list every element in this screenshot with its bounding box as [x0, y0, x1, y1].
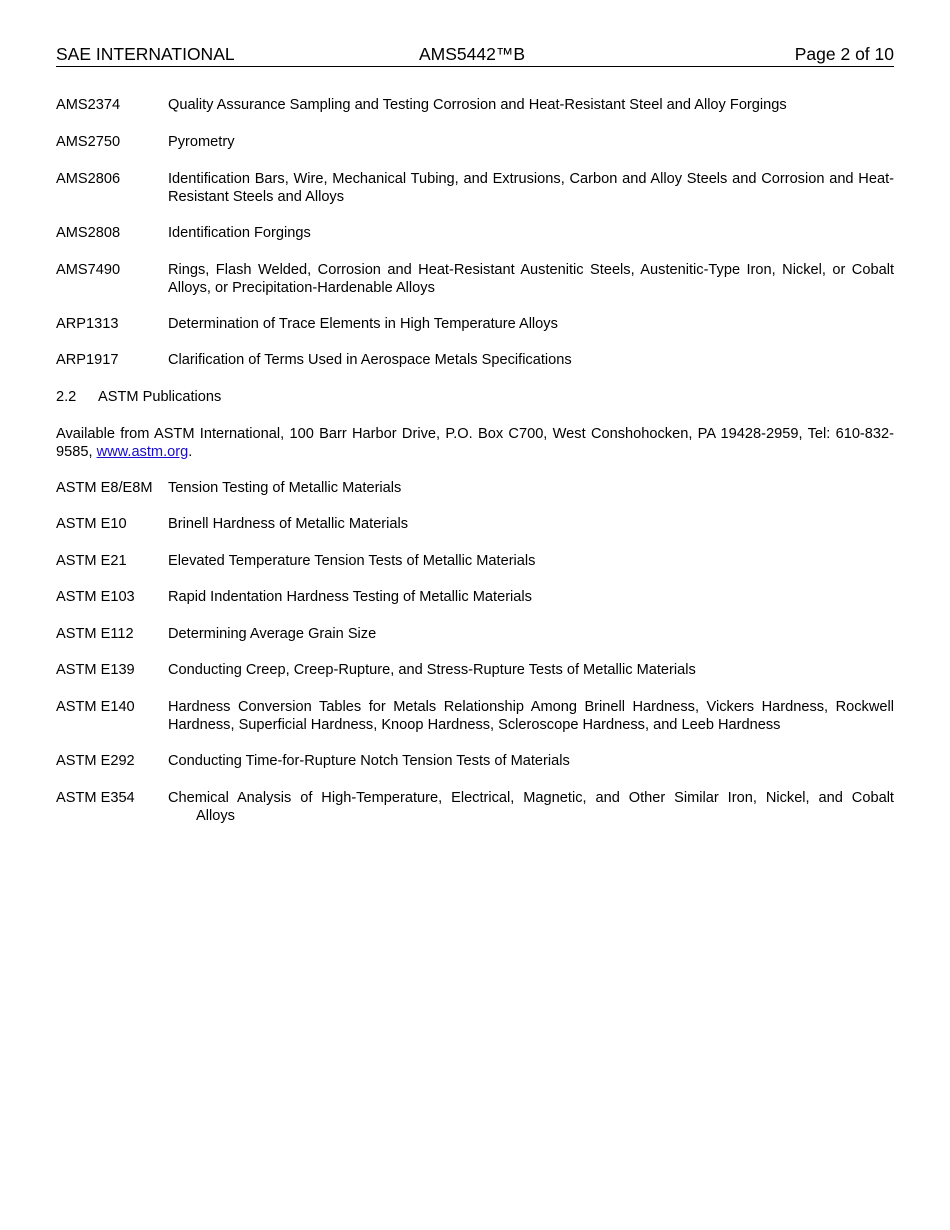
reference-code: ASTM E292 [56, 753, 135, 769]
reference-title: Hardness Conversion Tables for Metals Relationship Among Brinell Hardness, Vickers Hardness, Rockwell Hardness, Superficial Hardness, Knoop Hardness, Scleroscope Hardness, and Leeb Hardness [168, 699, 894, 733]
reference-title [168, 790, 894, 825]
reference-entry [56, 589, 894, 607]
reference-entry [56, 626, 894, 644]
reference-entry [56, 516, 894, 534]
reference-code: ASTM E140 [56, 699, 135, 715]
header-document-number: AMS5442™B [419, 44, 526, 64]
reference-entry [56, 97, 894, 115]
section-title: ASTM Publications [98, 389, 222, 405]
reference-title: Elevated Temperature Tension Tests of Metallic Materials [168, 553, 536, 569]
reference-code: ASTM E354 [56, 790, 135, 806]
reference-entry [56, 316, 894, 334]
reference-code: ASTM E8/E8M [56, 480, 153, 496]
reference-title: Conducting Creep, Creep-Rupture, and Stress-Rupture Tests of Metallic Materials [168, 662, 696, 678]
reference-entry [56, 480, 894, 498]
availability-period: . [188, 443, 193, 460]
availability-paragraph [56, 426, 894, 461]
reference-entry [56, 171, 894, 206]
reference-entry [56, 134, 894, 152]
reference-entry [56, 352, 894, 370]
reference-title: Identification Forgings [168, 225, 311, 241]
reference-code: AMS2806 [56, 171, 121, 187]
section-heading [56, 389, 221, 407]
reference-title: Quality Assurance Sampling and Testing Corrosion and Heat-Resistant Steel and Alloy Forgings [168, 97, 787, 113]
reference-code: AMS7490 [56, 262, 121, 278]
availability-text: Available from ASTM International, 100 Barr Harbor Drive, P.O. Box C700, West Conshohocken, PA 19428-2959, Tel: 610-832-9585, [56, 426, 894, 460]
reference-entry [56, 225, 894, 243]
reference-title: Determination of Trace Elements in High Temperature Alloys [168, 316, 558, 332]
reference-entry [56, 790, 894, 825]
page-header [56, 44, 894, 67]
reference-code: ASTM E139 [56, 662, 135, 678]
reference-code: AMS2750 [56, 134, 121, 150]
reference-entry [56, 699, 894, 734]
reference-code: AMS2374 [56, 97, 121, 113]
reference-code: ARP1917 [56, 352, 119, 368]
reference-code: ASTM E10 [56, 516, 127, 532]
header-page-number: Page 2 of 10 [794, 44, 894, 64]
reference-entry [56, 262, 894, 297]
reference-title: Brinell Hardness of Metallic Materials [168, 516, 409, 532]
reference-entry [56, 753, 894, 771]
reference-title: Conducting Time-for-Rupture Notch Tension Tests of Materials [168, 753, 570, 769]
reference-entry [56, 553, 894, 571]
reference-code: ARP1313 [56, 316, 119, 332]
reference-title: Rapid Indentation Hardness Testing of Metallic Materials [168, 589, 532, 605]
reference-title: Determining Average Grain Size [168, 626, 377, 642]
reference-title: Identification Bars, Wire, Mechanical Tubing, and Extrusions, Carbon and Alloy Steels and Corrosion and Heat-Resistant Steels and Alloys [168, 171, 894, 205]
reference-title-line: Chemical Analysis of High-Temperature, Electrical, Magnetic, and Other Similar Iron, Nickel, and Cobalt [168, 790, 894, 806]
reference-title: Clarification of Terms Used in Aerospace Metals Specifications [168, 352, 572, 368]
reference-code: ASTM E103 [56, 589, 135, 605]
reference-code: ASTM E112 [56, 626, 134, 642]
reference-title-continuation: Alloys [196, 807, 235, 824]
reference-title: Rings, Flash Welded, Corrosion and Heat-Resistant Austenitic Steels, Austenitic-Type Iron, Nickel, or Cobalt Alloys, or Precipitation-Hardenable Alloys [168, 262, 894, 296]
reference-title: Tension Testing of Metallic Materials [168, 480, 402, 496]
section-number: 2.2 [56, 389, 77, 405]
reference-code: ASTM E21 [56, 553, 127, 569]
astm-website-link[interactable]: www.astm.org [96, 443, 189, 460]
reference-title: Pyrometry [168, 134, 235, 150]
header-organization: SAE INTERNATIONAL [56, 44, 235, 64]
reference-entry [56, 662, 894, 680]
reference-code: AMS2808 [56, 225, 121, 241]
